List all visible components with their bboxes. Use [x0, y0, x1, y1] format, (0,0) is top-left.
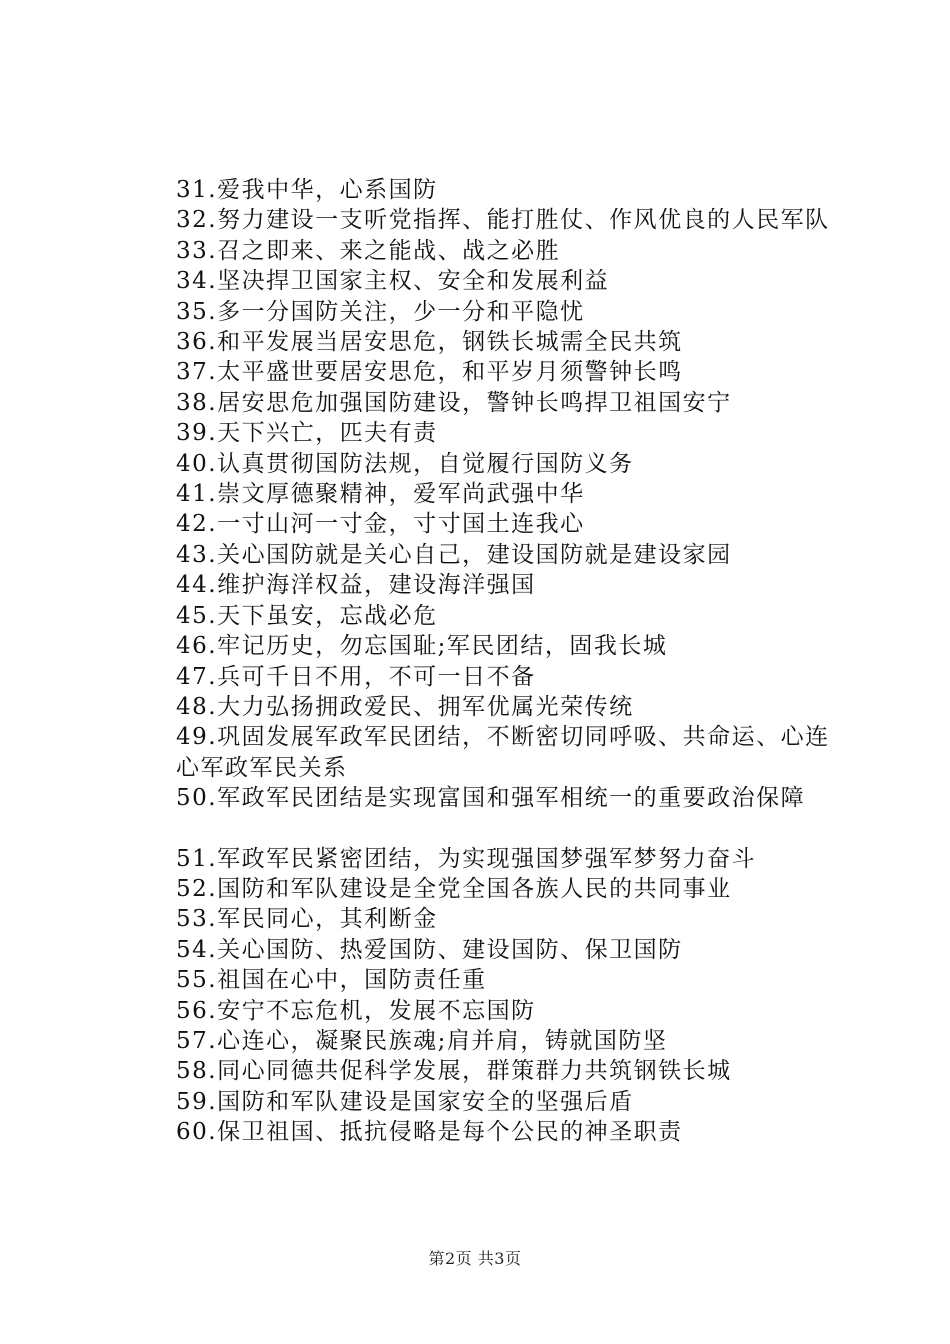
slogan-item: 57.心连心，凝聚民族魂;肩并肩，铸就国防坚 [176, 1027, 668, 1054]
page-footer: 第2页 共3页 [428, 1249, 522, 1268]
slogan-item: 59.国防和军队建设是国家安全的坚强后盾 [176, 1088, 634, 1115]
slogan-item: 33.召之即来、来之能战、战之必胜 [176, 237, 561, 264]
slogan-item: 37.太平盛世要居安思危，和平岁月须警钟长鸣 [176, 359, 683, 386]
slogan-item: 41.崇文厚德聚精神，爱军尚武强中华 [176, 481, 585, 508]
slogan-item [0, 205, 950, 235]
slogan-item: 38.居安思危加强国防建设，警钟长鸣捍卫祖国安宁 [176, 389, 732, 416]
slogan-item: 43.关心国防就是关心自己，建设国防就是建设家园 [176, 541, 732, 568]
slogan-item: 56.安宁不忘危机，发展不忘国防 [176, 997, 536, 1024]
slogan-item: 47.兵可千日不用，不可一日不备 [176, 663, 536, 690]
slogan-item: 55.祖国在心中，国防责任重 [176, 967, 487, 994]
slogan-item: 48.大力弘扬拥政爱民、拥军优属光荣传统 [176, 693, 634, 720]
slogan-item: 51.军政军民紧密团结，为实现强国梦强军梦努力奋斗 [176, 845, 757, 872]
slogan-item: 31.爱我中华，心系国防 [176, 177, 438, 203]
slogan-item: 39.天下兴亡，匹夫有责 [176, 420, 438, 447]
slogan-item [0, 722, 950, 783]
slogan-text: 32.努力建设一支听党指挥、能打胜仗、作风优良的人民军队 [176, 207, 830, 234]
slogan-item: 46.牢记历史，勿忘国耻;军民团结，固我长城 [176, 633, 668, 660]
slogan-list [0, 175, 950, 1148]
slogan-item: 58.同心同德共促科学发展，群策群力共筑钢铁长城 [176, 1058, 732, 1085]
slogan-item: 50.军政军民团结是实现富国和强军相统一的重要政治保障 [176, 785, 806, 812]
slogan-item: 53.军民同心，其利断金 [176, 906, 438, 933]
slogan-item: 40.认真贯彻国防法规，自觉履行国防义务 [176, 450, 634, 477]
slogan-item: 54.关心国防、热爱国防、建设国防、保卫国防 [176, 936, 683, 963]
slogan-text: 49.巩固发展军政军民团结，不断密切同呼吸、共命运、心连心军政军民关系 [176, 724, 830, 781]
slogan-item: 44.维护海洋权益，建设海洋强国 [176, 572, 536, 599]
slogan-item: 42.一寸山河一寸金，寸寸国土连我心 [176, 511, 585, 538]
slogan-item: 34.坚决捍卫国家主权、安全和发展利益 [176, 268, 610, 295]
slogan-item: 36.和平发展当居安思危，钢铁长城需全民共筑 [176, 329, 683, 356]
slogan-item: 60.保卫祖国、抵抗侵略是每个公民的神圣职责 [176, 1119, 683, 1146]
slogan-item: 52.国防和军队建设是全党全国各族人民的共同事业 [176, 875, 732, 902]
slogan-item: 35.多一分国防关注，少一分和平隐忧 [176, 298, 585, 325]
slogan-item: 45.天下虽安，忘战必危 [176, 602, 438, 629]
